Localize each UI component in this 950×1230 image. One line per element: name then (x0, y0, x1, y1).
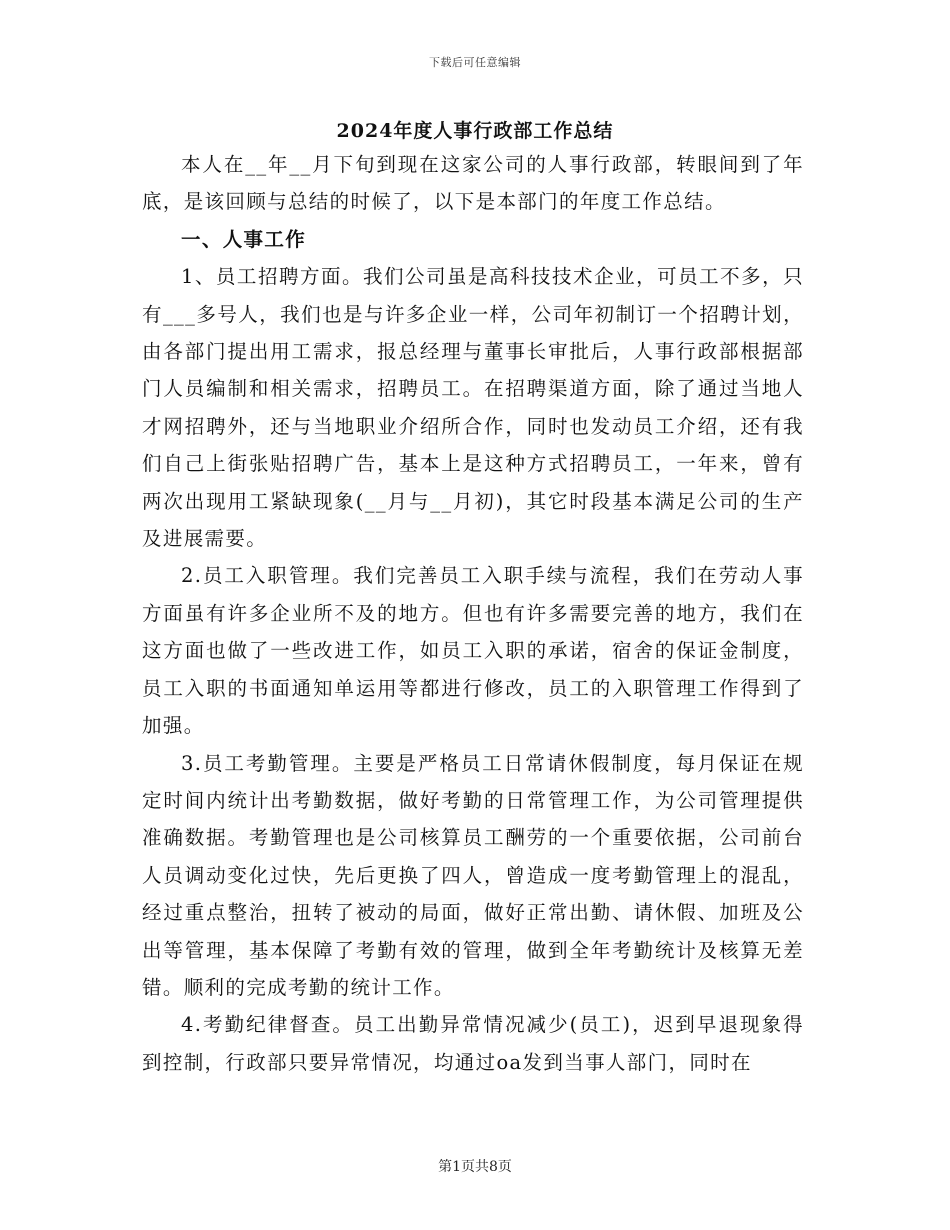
section-heading-personnel: 一、人事工作 (181, 227, 307, 251)
document-body (142, 146, 804, 1081)
paragraph-recruitment: 1、员工招聘方面。我们公司虽是高科技技术企业，可员工不多，只有___多号人，我们也是与许多企业一样，公司年初制订一个招聘计划，由各部门提出用工需求，报总经理与董事长审批后，人事行政部根据部门人员编制和相关需求，招聘员工。在招聘渠道方面，除了通过当地人才网招聘外，还与当地职业介绍所合作，同时也发动员工介绍，还有我们自己上街张贴招聘广告，基本上是这种方式招聘员工，一年来，曾有两次出现用工紧缺现象(__月与__月初)，其它时段基本满足公司的生产及进展需要。 (142, 265, 804, 551)
paragraph-attendance-discipline: 4.考勤纪律督查。员工出勤异常情况减少(员工)，迟到早退现象得到控制，行政部只要异常情况，均通过oa发到当事人部门，同时在 (142, 1013, 804, 1074)
paragraph-attendance: 3.员工考勤管理。主要是严格员工日常请休假制度，每月保证在规定时间内统计出考勤数据，做好考勤的日常管理工作，为公司管理提供准确数据。考勤管理也是公司核算员工酬劳的一个重要依据，公司前台人员调动变化过快，先后更换了四人，曾造成一度考勤管理上的混乱，经过重点整治，扭转了被动的局面，做好正常出勤、请休假、加班及公出等管理，基本保障了考勤有效的管理，做到全年考勤统计及核算无差错。顺利的完成考勤的统计工作。 (142, 751, 804, 999)
document-title: 2024年度人事行政部工作总结 (336, 120, 614, 142)
intro-paragraph: 本人在__年__月下旬到现在这家公司的人事行政部，转眼间到了年底，是该回顾与总结的时候了，以下是本部门的年度工作总结。 (142, 153, 804, 214)
page-number: 第1页共8页 (438, 1159, 512, 1175)
paragraph-onboarding: 2.员工入职管理。我们完善员工入职手续与流程，我们在劳动人事方面虽有许多企业所不及的地方。但也有许多需要完善的地方，我们在这方面也做了一些改进工作，如员工入职的承诺，宿舍的保证金制度，员工入职的书面通知单运用等都进行修改，员工的入职管理工作得到了加强。 (142, 564, 804, 738)
page-header: 下载后可任意编辑 (429, 56, 521, 69)
